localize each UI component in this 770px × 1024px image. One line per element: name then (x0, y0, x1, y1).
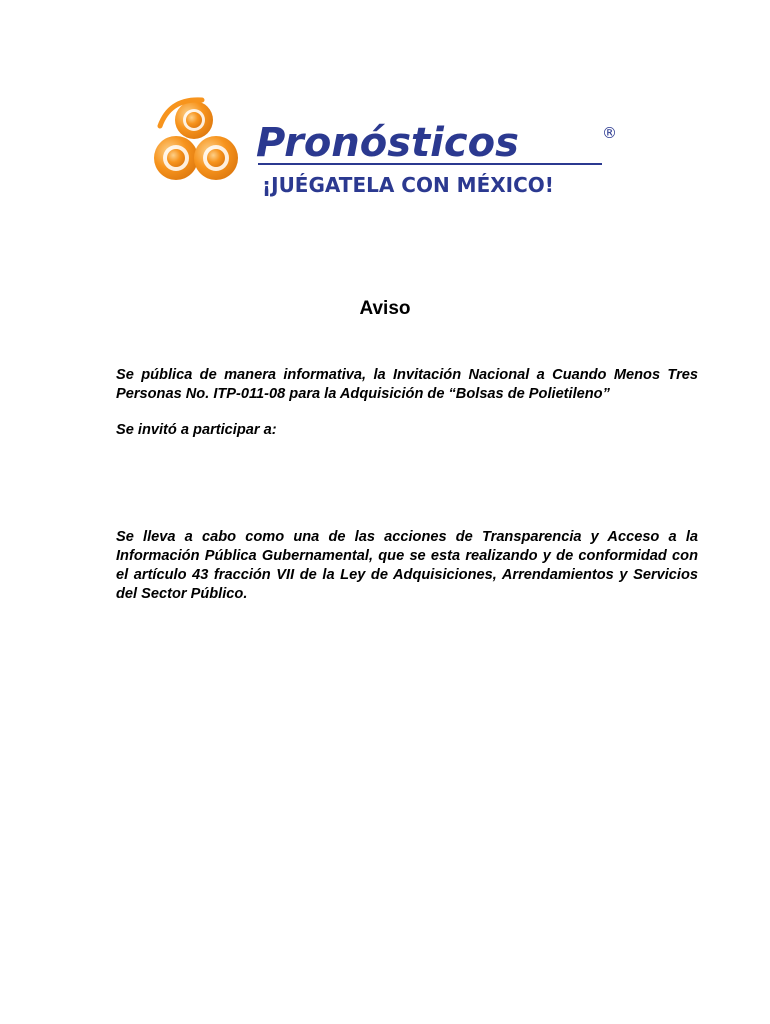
logo-slogan: ¡JUÉGATELA CON MÉXICO! (262, 173, 554, 197)
paragraph-invitation: Se pública de manera informativa, la Invitación Nacional a Cuando Menos Tres Personas No. ITP-011-08 para la Adquisición de “Bolsas de Polietileno” (116, 367, 698, 402)
logo-graphic (150, 96, 630, 206)
pronosticos-logo (150, 96, 630, 206)
paragraph-transparency: Se lleva a cabo como una de las acciones de Transparencia y Acceso a la Información Pública Gubernamental, que se esta realizando y de conformidad con el artículo 43 fracción VII de la Ley de Adquisiciones, Arrendamientos y Servicios del Sector Público. (116, 529, 698, 602)
spheres-emblem-icon (154, 100, 238, 180)
document-title: Aviso (359, 298, 411, 319)
paragraph-invited: Se invitó a participar a: (116, 422, 277, 438)
logo-brand-name: Pronósticos (256, 120, 519, 166)
registered-mark: ® (602, 124, 617, 142)
